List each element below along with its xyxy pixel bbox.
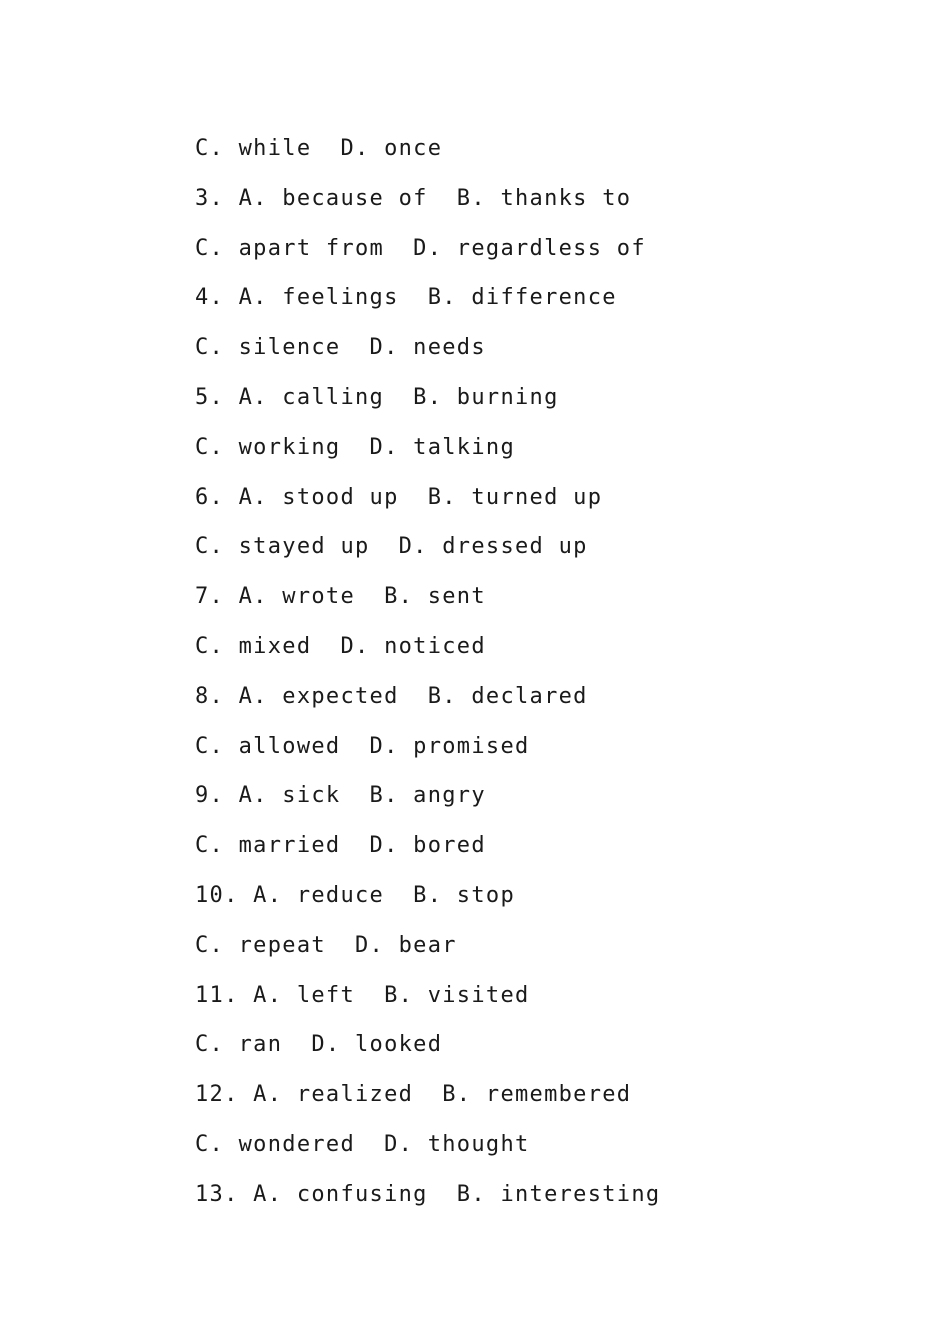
text-line: 11. A. left B. visited	[195, 982, 530, 1008]
text-line: C. married D. bored	[195, 833, 486, 859]
text-line: 10. A. reduce B. stop	[195, 882, 515, 908]
text-line: 6. A. stood up B. turned up	[195, 484, 603, 510]
text-line: C. wondered D. thought	[195, 1131, 530, 1157]
text-line: 13. A. confusing B. interesting	[195, 1181, 661, 1207]
text-line: 8. A. expected B. declared	[195, 683, 588, 709]
text-line: C. working D. talking	[195, 434, 515, 460]
text-line: C. mixed D. noticed	[195, 633, 486, 659]
text-line: 3. A. because of B. thanks to	[195, 185, 632, 211]
text-line: 9. A. sick B. angry	[195, 783, 486, 809]
text-line: C. while D. once	[195, 136, 443, 161]
text-line: 5. A. calling B. burning	[195, 384, 559, 410]
text-line: C. stayed up D. dressed up	[195, 534, 588, 560]
text-line: C. allowed D. promised	[195, 733, 530, 759]
text-line: C. apart from D. regardless of	[195, 235, 646, 261]
text-line: 7. A. wrote B. sent	[195, 584, 486, 610]
text-line: C. repeat D. bear	[195, 932, 457, 958]
text-line: 4. A. feelings B. difference	[195, 285, 617, 311]
answer-options-list	[195, 132, 660, 1228]
text-line: 12. A. realized B. remembered	[195, 1082, 632, 1108]
text-line: C. silence D. needs	[195, 335, 486, 361]
text-line: C. ran D. looked	[195, 1032, 443, 1058]
